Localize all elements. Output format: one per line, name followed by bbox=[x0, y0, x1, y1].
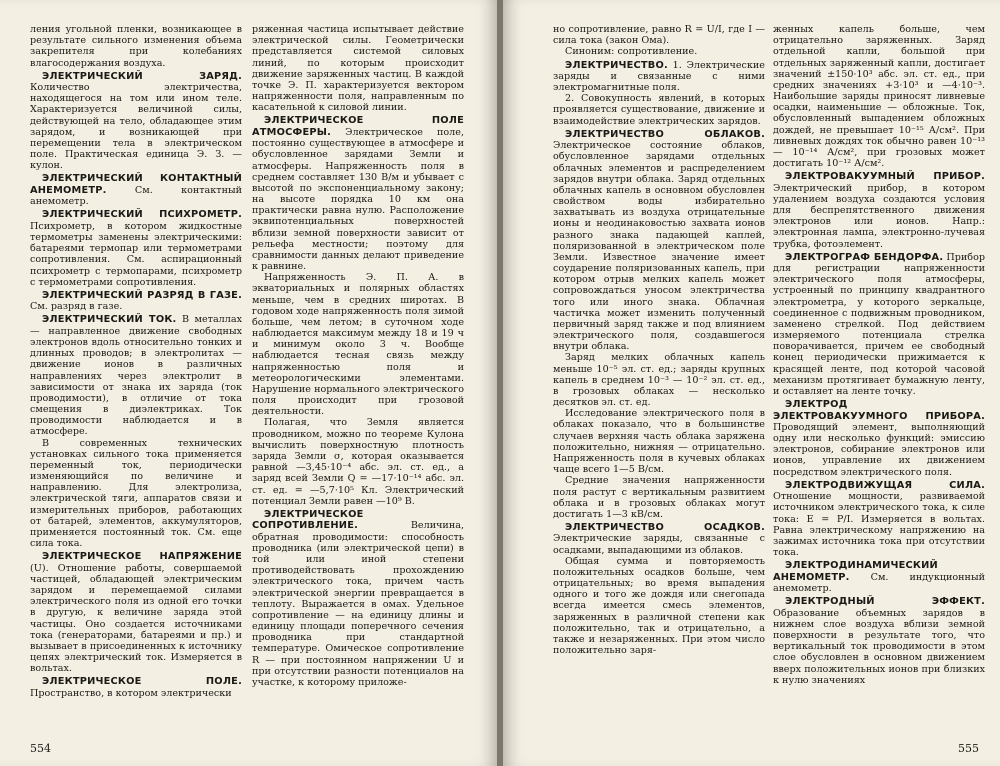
entry-text: (U). Отношение работы, совершаемой частицей, обладающей электрическим зарядом и перемещаемой силами электрического поля из одной его точки в другую, к величине заряда этой частицы. Оно создается источниками тока (генераторами, батареями и пр.) и вызывает в присоединенных к источнику цепях электрический ток. Измеряется в вольтах. bbox=[30, 562, 242, 675]
dictionary-entry bbox=[30, 551, 242, 674]
entry-text: Электрическое состояние облаков, обусловленное зарядами отдельных облачных элементов и распределением зарядов внутри облака. Заряд отдельных облачных капель в основном обусловлен свойством воды избирательно захватывать из воздуха отрицательные ионы и неодинаковостью захвата ионов разного знака падающей каплей, поляризованной в электрическом поле Земли. Известное значение имеет соударение поляризованных капель, при котором отрыв мелких капель может сопровождаться уносом электричества того или иного знака. Облачная частичка может изменить полученный первичный заряд также и под влиянием электрического поля, создавшегося внутри облака. bbox=[553, 140, 765, 353]
entry-text: Пространство, в котором электрически bbox=[30, 687, 232, 699]
paragraph: Напряженность Э. П. А. в экваториальных и полярных областях меньше, чем в средних широтах. В годовом ходе напряженность поля зимой больше, чем летом; в суточном ходе наблюдается максимум между 18 и 19 ч и минимум около 3 ч. Вообще наблюдается тесная связь между напряженностью поля и метеорологическими элементами. Нарушение нормального электрического поля происходит при грозовой деятельности. bbox=[252, 272, 464, 418]
dictionary-entry bbox=[553, 522, 765, 556]
entry-term: ЭЛЕКТРИЧЕСКИЙ ЗАРЯД. bbox=[42, 70, 242, 82]
entry-term: ЭЛЕКТРОД ЭЛЕКТРОВАКУУМНОГО ПРИБОРА. bbox=[773, 399, 985, 422]
dictionary-entry bbox=[30, 676, 242, 699]
continued-text: ления угольной пленки, возникающее в результате сильного изменения объема закрепителя при колебаниях влагосодержания воздуха. bbox=[30, 24, 242, 69]
entry-text: Психрометр, в котором жидкостные термометры заменены электрическими: батареями термопар или термометрами сопротивления. См. аспирационный психрометр с термопарами, психрометр с термометрами сопротивления. bbox=[30, 220, 242, 288]
page-number: 554 bbox=[30, 742, 51, 755]
entry-text: Электрические заряды, связанные с осадками, выпадающими из облаков. bbox=[553, 533, 765, 556]
entry-term: ЭЛЕКТРИЧЕСТВО ОБЛАКОВ. bbox=[565, 128, 765, 140]
entry-text: Количество электричества, находящегося на том или ином теле. Характеризуется величиной силы, действующей на тело, обладающее этим зарядом, и возникающей при перемещении тела в электрическом поле. Практическая единица Э. З. — кулон. bbox=[30, 82, 242, 172]
entry-text: Отношение мощности, развиваемой источником электрического тока, к силе тока: E = P/I. Измеряется в вольтах. Равна электрическому напряжению на зажимах источника тока при отсутствии тока. bbox=[773, 491, 985, 559]
paragraph: Синоним: сопротивление. bbox=[565, 46, 698, 58]
left-page-column-1 bbox=[30, 24, 242, 699]
dictionary-entry bbox=[773, 171, 985, 249]
entry-term: ЭЛЕКТРИЧЕСКИЙ ПСИХРОМЕТР. bbox=[42, 209, 242, 221]
dictionary-entry bbox=[252, 509, 464, 688]
dictionary-entry bbox=[553, 60, 765, 94]
paragraph: В современных технических установках сильного тока применяется переменный ток, периодически изменяющийся по величине и направлению. Для электролиза, электрической тяги, аппаратов связи и измерительных приборов, работающих от батарей, элементов, аккумуляторов, применяется постоянный ток. См. еще сила тока. bbox=[30, 437, 242, 550]
continued-text: женных капель больше, чем отрицательно заряженных. Заряд отдельной капли, большой при отдельных заряженный капли, достигает значений ±150·10³ абс. эл. ст. ед., при средних значениях +3·10³ и —4·10⁻³. Наибольшие заряды приносят ливневые осадки, наименьшие — обложные. Ток, обусловленный выпадением обложных дождей, не превышает 10⁻¹⁵ А/см². При ливневых дождях ток обычно равен 10⁻¹³ — 10⁻¹⁴ А/см², при грозовых может достигать 10⁻¹² А/см². bbox=[773, 24, 985, 170]
entry-text: 1. Электрические заряды и связанные с ними электромагнитные поля. bbox=[553, 59, 765, 94]
dictionary-entry bbox=[30, 290, 242, 313]
entry-term: ЭЛЕКТРИЧЕСКОЕ НАПРЯЖЕНИЕ bbox=[42, 551, 242, 563]
entry-text: Величина, обратная проводимости: способность проводника (или электрической цепи) в той или иной степени противодействовать прохождению электрического тока, причем часть электрической энергии превращается в теплоту. Выражается в омах. Удельное сопротивление — на единицу длины и единицу площади поперечного сечения проводника при стандартной температуре. Омическое сопротивление R — при постоянном напряжении U и при отсутствии разности потенциалов на участке, к которому приложе- bbox=[252, 520, 464, 688]
paragraph: 2. Совокупность явлений, в которых проявляется существование, движение и взаимодействие электрических зарядов. bbox=[553, 93, 765, 127]
dictionary-entry bbox=[30, 173, 242, 207]
dictionary-entry bbox=[30, 71, 242, 172]
entry-term: ЭЛЕКТРИЧЕСКИЙ РАЗРЯД В ГАЗЕ. bbox=[42, 289, 242, 301]
left-page-column-2 bbox=[252, 24, 464, 688]
entry-term: ЭЛЕКТРИЧЕСКИЙ КОНТАКТНЫЙ АНЕМОМЕТР. bbox=[30, 173, 242, 196]
dictionary-entry bbox=[773, 399, 985, 478]
left-page bbox=[0, 0, 497, 766]
entry-term: ЭЛЕКТРОДИНАМИЧЕСКИЙ АНЕМОМЕТР. bbox=[773, 560, 938, 583]
entry-term: ЭЛЕКТРОВАКУУМНЫЙ ПРИБОР. bbox=[785, 171, 985, 183]
dictionary-entry bbox=[773, 560, 985, 594]
dictionary-entry bbox=[773, 480, 985, 558]
entry-text: См. разряд в газе. bbox=[30, 301, 123, 313]
entry-term: ЭЛЕКТРИЧЕСТВО ОСАДКОВ. bbox=[565, 522, 765, 534]
right-page-column-1 bbox=[553, 24, 765, 656]
entry-text: См. контактный анемометр. bbox=[30, 184, 242, 208]
paragraph: Средние значения напряженности поля растут с вертикальным развитием облака и в грозовых облаках могут достигать 1—3 кВ/см. bbox=[553, 475, 765, 520]
continued-text: но сопротивление, равно R = U/I, где I — сила тока (закон Ома). bbox=[553, 24, 765, 47]
dictionary-entry bbox=[30, 209, 242, 287]
entry-text: Образование объемных зарядов в нижнем слое воздуха вблизи земной поверхности в результате того, что вертикальный ток проводимости в этом слое обусловлен в основном движением вверх положительных ионов при близких к нулю значениях bbox=[773, 607, 985, 686]
dictionary-entry bbox=[252, 115, 464, 272]
right-page bbox=[503, 0, 1000, 766]
paragraph: Общая сумма и повторяемость положительных осадков больше, чем отрицательных; во время выпадения одного и того же дождя или снегопада всегда имеется смесь элементов, заряженных в различной степени как положительно, так и отрицательно, а также и незаряженных. При этом число положительно заря- bbox=[553, 555, 765, 657]
entry-text: Проводящий элемент, выполняющий одну или несколько функций: эмиссию электронов, собирание электронов или ионов, управление их движением посредством электрического поля. bbox=[773, 421, 985, 478]
entry-text: Прибор для регистрации напряженности электрического поля атмосферы, устроенный по принципу квадрантного электрометра, у которого зеркальце, соединенное с подвижным проводником, заменено стрелкой. Под действием измеряемого потенциала стрелка поворачивается, причем ее свободный конец периодически прижимается к красящей ленте, под которой часовой механизм протягивает бумажную ленту, и оставляет на ленте точку. bbox=[773, 251, 985, 397]
entry-term: ЭЛЕКТРИЧЕСКИЙ ТОК. bbox=[42, 314, 177, 326]
entry-text: В металлах — направленное движение свободных электронов вдоль относительно тонких и длинных проводов; в электролитах — движение ионов в различных направлениях через электролит в зависимости от знака их заряда (ток проводимости), в отличие от тока смещения в диэлектриках. Ток проводимости наблюдается и в атмосфере. bbox=[30, 314, 242, 438]
paragraph: Исследование электрического поля в облаках показало, что в большинстве случаев верхняя часть облака заряжена положительно, нижняя — отрицательно. Напряженность поля в кучевых облаках чаще всего 1—5 В/см. bbox=[553, 408, 765, 476]
paragraph: Заряд мелких облачных капель меньше 10⁻⁵ эл. ст. ед.; заряды крупных капель в среднем 10⁻³ — 10⁻² эл. ст. ед., в грозовых облаках — несколько десятков эл. ст. ед. bbox=[553, 352, 765, 409]
entry-term: ЭЛЕКТРИЧЕСКОЕ ПОЛЕ. bbox=[42, 676, 242, 688]
entry-term: ЭЛЕКТРИЧЕСТВО. bbox=[565, 59, 668, 71]
dictionary-entry bbox=[30, 314, 242, 437]
entry-term: ЭЛЕКТРИЧЕСКОЕ СОПРОТИВЛЕНИЕ. bbox=[252, 508, 364, 532]
entry-term: ЭЛЕКТРОГРАФ БЕНДОРФА. bbox=[785, 251, 944, 263]
dictionary-entry bbox=[553, 129, 765, 353]
entry-term: ЭЛЕКТРОДНЫЙ ЭФФЕКТ. bbox=[785, 596, 985, 608]
entry-text: Электрическое поле, постоянно существующее в атмосфере и обусловленное зарядами Земли и атмосферы. Напряженность поля в среднем составляет 130 В/м и убывает с высотой по экспоненциальному закону; на высоте порядка 10 км она практически равна нулю. Расположение эквипотенциальных поверхностей вблизи земной поверхности зависит от рельефа местности; поэтому для сравнимости данных делают приведение к равнине. bbox=[252, 126, 464, 273]
entry-term: ЭЛЕКТРОДВИЖУЩАЯ СИЛА. bbox=[785, 479, 985, 491]
entry-term: ЭЛЕКТРИЧЕСКОЕ ПОЛЕ АТМОСФЕРЫ. bbox=[252, 115, 464, 138]
continued-text: ряженная частица испытывает действие электрической силы. Геометрически представляется системой силовых линий, по которым происходит движение заряженных частиц. В каждой точке Э. П. характеризуется вектором напряженности поля, направленным по касательной к силовой линии. bbox=[252, 24, 464, 114]
paragraph: Полагая, что Земля является проводником, можно по теореме Кулона вычислить поверхностную плотность заряда Земли σ, которая оказывается равной —3,45·10⁻⁴ абс. эл. ст. ед., а заряд всей Земли Q = —17·10⁻¹⁴ абс. эл. ст. ед. = —5,7·10⁵ Кл. Электрический потенциал Земли равен —10⁹ В. bbox=[252, 417, 464, 507]
dictionary-entry bbox=[773, 596, 985, 686]
right-page-column-2 bbox=[773, 24, 985, 686]
dictionary-entry bbox=[773, 252, 985, 397]
page-number: 555 bbox=[958, 742, 979, 755]
entry-text: См. индукционный анемометр. bbox=[773, 571, 985, 595]
entry-text: Электрический прибор, в котором удалением воздуха создаются условия для беспрепятственного движения электронов или ионов. Напр.: электронная лампа, электронно-лучевая трубка, фотоэлемент. bbox=[773, 182, 985, 250]
